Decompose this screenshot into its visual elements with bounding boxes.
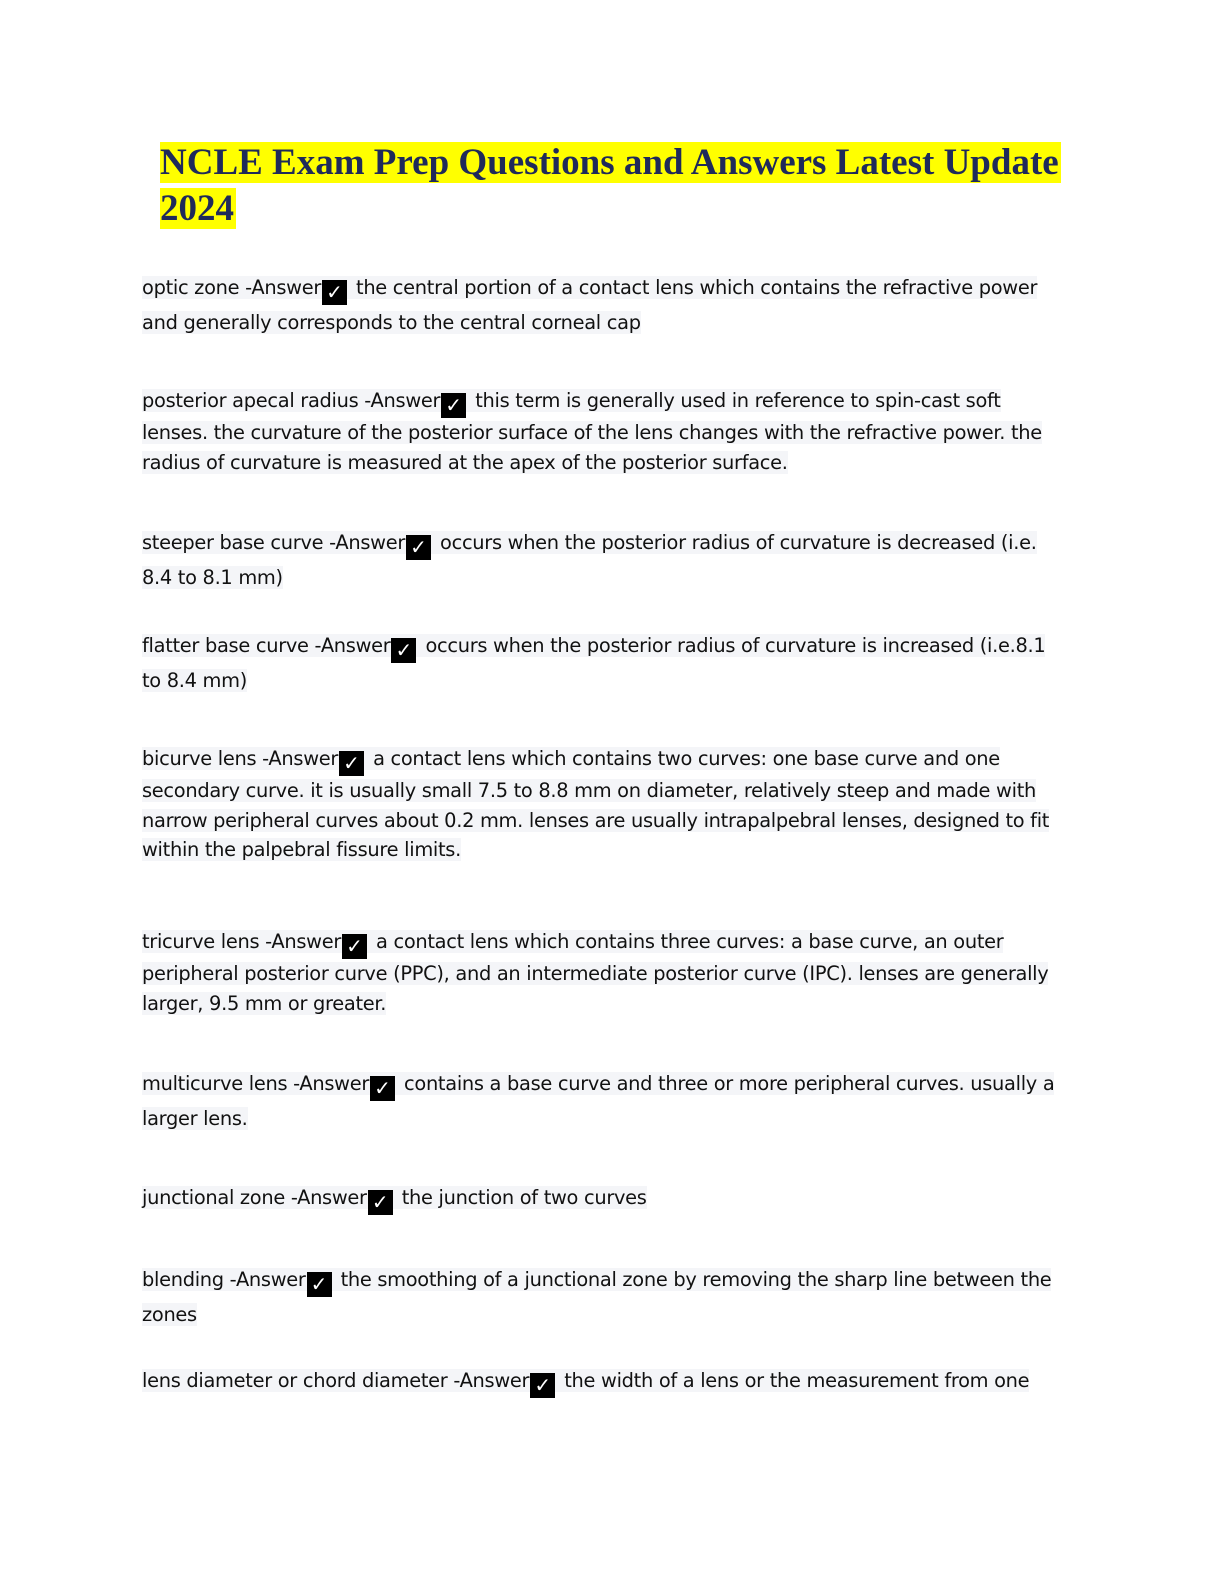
- entry-definition: occurs when the posterior radius of curvature is decreased (i.e. 8.4 to 8.1 mm): [142, 531, 1037, 589]
- checkmark-icon: [406, 535, 431, 560]
- checkmark-icon: [441, 393, 466, 418]
- qa-entry-flatter-base-curve: [142, 628, 1067, 698]
- entry-definition: contains a base curve and three or more peripheral curves. usually a larger lens.: [142, 1072, 1055, 1130]
- entry-definition: the width of a lens or the measurement from one: [564, 1369, 1030, 1392]
- entry-term: optic zone -Answer: [142, 276, 322, 299]
- entry-term: blending -Answer: [142, 1268, 306, 1291]
- entry-term: flatter base curve -Answer: [142, 634, 391, 657]
- entry-definition: a contact lens which contains three curves: a base curve, an outer peripheral posterior curve (PPC), and an intermediate posterior curve (IPC). lenses are generally larger, 9.5 mm or greater.: [142, 930, 1049, 1015]
- entry-definition: the central portion of a contact lens which contains the refractive power and generally corresponds to the central corneal cap: [142, 276, 1038, 334]
- entry-definition: this term is generally used in reference to spin-cast soft lenses. the curvature of the posterior surface of the lens changes with the refractive power. the radius of curvature is measured at the apex of the posterior surface.: [142, 389, 1042, 474]
- checkmark-icon: [322, 280, 347, 305]
- qa-entry-tricurve-lens: [142, 927, 1067, 1018]
- qa-entry-steeper-base-curve: [142, 525, 1067, 595]
- qa-entry-optic-zone: [142, 270, 1067, 340]
- document-title: [160, 140, 1060, 232]
- title-highlight: NCLE Exam Prep Questions and Answers Latest Update 2024: [160, 142, 1059, 229]
- checkmark-icon: [342, 934, 367, 959]
- entry-term: posterior apecal radius -Answer: [142, 389, 441, 412]
- qa-entry-bicurve-lens: [142, 744, 1067, 865]
- entry-definition: the smoothing of a junctional zone by removing the sharp line between the zones: [142, 1268, 1052, 1326]
- checkmark-icon: [339, 751, 364, 776]
- checkmark-icon: [370, 1076, 395, 1101]
- checkmark-icon: [391, 638, 416, 663]
- checkmark-icon: [368, 1190, 393, 1215]
- entry-term: lens diameter or chord diameter -Answer: [142, 1369, 530, 1392]
- entry-term: steeper base curve -Answer: [142, 531, 406, 554]
- checkmark-icon: [307, 1272, 332, 1297]
- qa-entry-lens-diameter: [142, 1363, 1067, 1398]
- qa-entry-posterior-apecal-radius: [142, 386, 1067, 477]
- entry-definition: the junction of two curves: [401, 1186, 647, 1209]
- qa-entry-junctional-zone: [142, 1180, 1067, 1215]
- qa-entry-multicurve-lens: [142, 1066, 1067, 1136]
- entry-term: multicurve lens -Answer: [142, 1072, 370, 1095]
- entry-term: junctional zone -Answer: [142, 1186, 367, 1209]
- entry-definition: occurs when the posterior radius of curvature is increased (i.e.8.1 to 8.4 mm): [142, 634, 1046, 692]
- qa-entry-blending: [142, 1262, 1067, 1332]
- entry-term: tricurve lens -Answer: [142, 930, 342, 953]
- entry-definition: a contact lens which contains two curves: one base curve and one secondary curve. it is usually small 7.5 to 8.8 mm on diameter, relatively steep and made with narrow peripheral curves about 0.2 mm. lenses are usually intrapalpebral lenses, designed to fit within the palpebral fissure limits.: [142, 747, 1050, 861]
- checkmark-icon: [530, 1373, 555, 1398]
- entry-term: bicurve lens -Answer: [142, 747, 339, 770]
